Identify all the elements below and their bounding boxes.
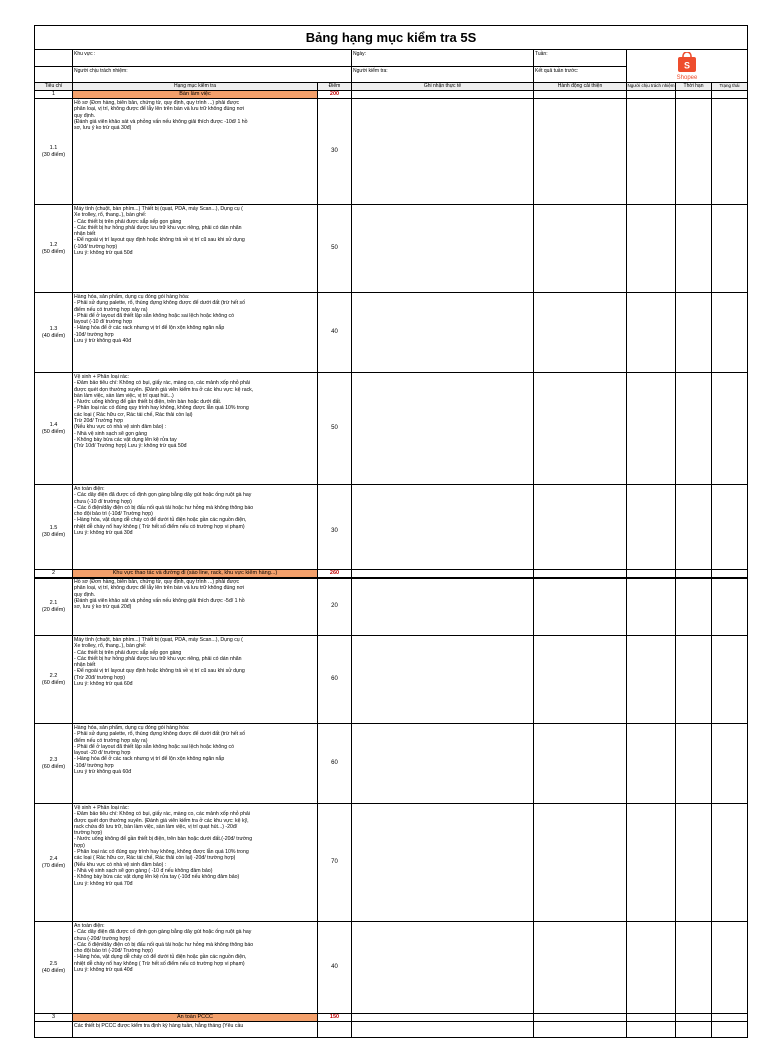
- col-item: Hạng mục kiểm tra: [73, 83, 318, 91]
- item-description: [73, 922, 318, 1014]
- item-code: [35, 293, 73, 373]
- item-description-line: rack chứa đồ lưu trữ, bàn làm việc, sàn làm việc, vị trí quạt hút...) -20đ/: [74, 823, 238, 830]
- item-description-line: các loại ( Rác hữu cơ, Rác tái chế, Rác thải còn lại): [74, 411, 193, 418]
- empty-cell: [676, 91, 712, 99]
- item-description-line: chưa (-20đ/ trường hợp): [74, 935, 131, 942]
- item-description-line: An toàn điện:: [74, 923, 105, 929]
- item-description-line: - Đảm bảo tiêu chí: Không có bụi, giấy rác, màng co, các mảnh xốp nhỏ phải: [74, 811, 250, 818]
- item-code-number: 1.2: [49, 241, 58, 248]
- col-criteria: Tiêu chí: [35, 83, 73, 91]
- item-code: [35, 99, 73, 205]
- col-deadline: Thời hạn: [676, 83, 712, 91]
- empty-cell: [627, 91, 676, 99]
- item-description-line: hợp): [74, 842, 85, 849]
- item-code-points: (40 điểm): [41, 332, 66, 339]
- empty-cell: [352, 1014, 534, 1022]
- item-code-points: (30 điểm): [41, 531, 66, 538]
- item-description-line: nhận biết: [74, 231, 96, 238]
- item-description-line: - Các thiết bị trên phải được sắp xếp gọn gàng: [74, 218, 182, 225]
- item-description-line: Lưu ý trừ không quá 60đ: [74, 769, 132, 776]
- section-name: Khu vực thao tác và đường đi (sào line, rack, khu vực kiểm hàng...): [73, 570, 318, 578]
- item-description-line: - Để ngoài vị trí layout quy định hoặc không trả về vị trí cũ sau khi sử dụng: [74, 668, 245, 675]
- owner-input[interactable]: [627, 485, 676, 579]
- item-description-line: cho đội bảo trì (-20đ/ Trường hợp): [74, 948, 153, 955]
- item-description-line: Hồ sơ (Đơn hàng, biên bản, chứng từ, quy định, quy trình ...) phải được: [74, 100, 240, 106]
- status-input[interactable]: [712, 804, 748, 922]
- item-description-line: Vệ sinh + Phân loại rác:: [74, 805, 129, 811]
- section-name: Bàn làm việc: [73, 91, 318, 99]
- item-description: [73, 373, 318, 485]
- observation-input[interactable]: [352, 99, 534, 205]
- item-description-line: - Hàng hóa để ở các rack nhưng vị trí để lộn xộn không ngăn nắp: [74, 756, 225, 763]
- item-score: 70: [318, 804, 352, 922]
- col-owner: Người chịu trách nhiệm: [627, 83, 676, 91]
- item-description-line: Lưu ý: không trừ quá 30đ: [74, 530, 133, 537]
- item-description-line: - Phải để ở layout đã thiết lập sẵn không hoặc sai lệch hoặc không có: [74, 743, 234, 750]
- empty-cell: [534, 1014, 627, 1022]
- observation-input[interactable]: [352, 922, 534, 1014]
- item-score: 50: [318, 373, 352, 485]
- section-points: 150: [318, 1014, 352, 1022]
- item-description-line: - Hàng hóa, vật dụng dễ cháy có để dưới tủ điện hoặc gần các nguồn điện,: [74, 517, 247, 524]
- item-description-line: Xe trolley, rổ, thang..), bàn ghế:: [74, 643, 147, 650]
- checklist-sheet-1: [34, 25, 748, 579]
- status-input[interactable]: [712, 373, 748, 485]
- item-code-number: 1.1: [49, 144, 58, 151]
- item-description-line: sơ, lưu ý ko trừ quá 20đ): [74, 604, 132, 611]
- item-description: [73, 636, 318, 724]
- section-points: 260: [318, 570, 352, 578]
- item-description-line: (Trừ 20đ/ trường hợp): [74, 674, 126, 681]
- deadline-input[interactable]: [676, 724, 712, 804]
- item-description: [73, 205, 318, 293]
- status-input[interactable]: [712, 293, 748, 373]
- item-row: [35, 636, 748, 724]
- item-description-line: - Các ổ điện/dây điện có bị đấu nối quá tải hoặc hư hỏng mà không thông báo: [74, 941, 254, 948]
- action-input[interactable]: [534, 293, 627, 373]
- deadline-input[interactable]: [676, 99, 712, 205]
- item-code-number: 1.3: [49, 325, 58, 332]
- item-description-line: Hàng hóa, sản phẩm, dụng cụ đóng gói hàng hóa:: [74, 725, 190, 731]
- col-observation: Ghi nhận thực tế: [352, 83, 534, 91]
- item-description-line: sơ, lưu ý ko trừ quá 30đ): [74, 125, 132, 132]
- owner-input[interactable]: [627, 636, 676, 724]
- section-points: 200: [318, 91, 352, 99]
- deadline-input[interactable]: [676, 922, 712, 1014]
- empty-cell: [534, 91, 627, 99]
- status-input[interactable]: [712, 485, 748, 579]
- item-description-line: - Các thiết bị hư hỏng phải được lưu trữ khu vực riêng, phải có dán nhãn: [74, 224, 242, 231]
- shopee-logo: [676, 52, 698, 82]
- empty-cell: [712, 91, 748, 99]
- status-input[interactable]: [712, 636, 748, 724]
- item-description-line: -10đ/ trường hợp: [74, 762, 114, 769]
- owner-input[interactable]: [627, 724, 676, 804]
- item-code: [35, 724, 73, 804]
- item-description-line: - Nhà vệ sinh sạch sẽ gọn gàng ( -10 đ nếu không đảm bảo): [74, 867, 213, 874]
- item-description-line: quy định.: [74, 112, 96, 119]
- item-code-number: 2.1: [49, 599, 58, 606]
- deadline-input[interactable]: [676, 485, 712, 579]
- item-description-line: - Các dây điện đã được cố định gọn gàng bằng dây gút hoặc ống ruột gà hay: [74, 929, 252, 936]
- empty-cell: [676, 1014, 712, 1022]
- item-description-line: nhiệt dễ cháy nổ hay không ( Trừ hết số điểm nếu có trường hợp vi phạm): [74, 960, 245, 967]
- empty-cell: [534, 570, 627, 578]
- responsible-field[interactable]: Người chịu trách nhiệm:: [73, 66, 352, 83]
- item-description-line: nhận biết: [74, 662, 96, 669]
- item-description-line: được quét dọn thường xuyên. (Đánh giá viên kiểm tra ở các khu vực: kệ kỹ,: [74, 817, 249, 824]
- action-input[interactable]: [534, 205, 627, 293]
- item-description: [73, 293, 318, 373]
- action-input[interactable]: [534, 804, 627, 922]
- item-description-line: - Không bày bừa các vật dụng lên kệ rửa tay (-10đ nếu không đảm bảo): [74, 874, 240, 881]
- item-description-line: - Các dây điện đã được cố định gọn gàng bằng dây gút hoặc ống ruột gà hay: [74, 492, 252, 499]
- item-description: [73, 804, 318, 922]
- item-description: [73, 578, 318, 636]
- item-description-line: được quét dọn thường xuyên. (Đánh giá viên kiểm tra ở các khu vực: kệ rack,: [74, 386, 254, 393]
- item-description-line: - Hàng hóa để ở các rack nhưng vị trí để lộn xộn không ngăn nắp: [74, 325, 225, 332]
- item-code: [35, 205, 73, 293]
- item-code-points: (50 điểm): [41, 248, 66, 255]
- item-description-line: (Đánh giá viên khảo sát và phỏng vấn nếu không giải thích được -10đ/ 1 hồ: [74, 118, 248, 125]
- item-score: 30: [318, 99, 352, 205]
- logo-text: Shopee: [676, 75, 698, 81]
- item-description-line: layout -20 đ/ trường hợp: [74, 750, 131, 757]
- deadline-input[interactable]: [676, 636, 712, 724]
- item-description-line: - Nước uống không để gần thiết bị điện, trên bàn hoặc dưới đất.: [74, 399, 222, 406]
- item-code-points: (60 điểm): [41, 679, 66, 686]
- item-description-line: - Phải sử dụng palette, rổ, thùng đựng không được để dưới đất (trừ hết số: [74, 731, 245, 738]
- empty-cell: [712, 570, 748, 578]
- item-score: 60: [318, 636, 352, 724]
- item-description-line: nhiệt dễ cháy nổ hay không ( Trừ hết số điểm nếu có trường hợp vi phạm): [74, 523, 245, 530]
- item-description-line: quy định.: [74, 591, 96, 598]
- column-header-row: [35, 83, 748, 91]
- item-row: [35, 485, 748, 579]
- item-description-line: - Nhà vệ sinh sạch sẽ gọn gàng: [74, 430, 147, 437]
- deadline-input[interactable]: [676, 293, 712, 373]
- item-score: 40: [318, 293, 352, 373]
- item-description-line: (-10đ/ trường hợp): [74, 243, 118, 250]
- item-description: [73, 724, 318, 804]
- item-description-line: Các thiết bị PCCC được kiểm tra định kỳ hàng tuần, hằng tháng (Yêu cầu: [74, 1023, 244, 1029]
- page-title: Bảng hạng mục kiểm tra 5S: [35, 26, 748, 50]
- empty-cell: [627, 1014, 676, 1022]
- item-description-line: - Để ngoài vị trí layout quy định hoặc không trả về vị trí cũ sau khi sử dụng: [74, 237, 245, 244]
- item-description-line: Lưu ý: không trừ quá 70đ: [74, 880, 133, 887]
- checklist-sheet-2: [34, 569, 748, 1038]
- item-code: [35, 578, 73, 636]
- observation-input[interactable]: [352, 485, 534, 579]
- observation-input[interactable]: [352, 724, 534, 804]
- item-code-number: 2.5: [49, 960, 58, 967]
- item-score: 20: [318, 578, 352, 636]
- item-description-line: - Các thiết bị trên phải được sắp xếp gọn gàng: [74, 649, 182, 656]
- status-input[interactable]: [712, 578, 748, 636]
- status-input[interactable]: [712, 205, 748, 293]
- date-field[interactable]: Ngày:: [352, 50, 534, 67]
- item-description-line: Lưu ý: không trừ quá 50đ: [74, 250, 133, 257]
- action-input[interactable]: [534, 922, 627, 1014]
- item-description-line: - Hàng hóa, vật dụng dễ cháy có để dưới tủ điện hoặc gần các nguồn điện,: [74, 954, 247, 961]
- item-description-line: Lưu ý trừ không quá 40đ: [74, 338, 132, 345]
- item-description-line: - Phải sử dụng palette, rổ, thùng đựng không được để dưới đất (trừ hết số: [74, 300, 245, 307]
- item-description: [73, 485, 318, 579]
- item-description-line: Vệ sinh + Phân loại rác:: [74, 374, 129, 380]
- action-input[interactable]: [534, 578, 627, 636]
- item-code-number: 2.2: [49, 672, 58, 679]
- item-score: 30: [318, 485, 352, 579]
- item-code: [35, 922, 73, 1014]
- observation-input[interactable]: [352, 804, 534, 922]
- col-status: Trạng thái: [712, 83, 748, 91]
- item-row: [35, 724, 748, 804]
- observation-input[interactable]: [352, 205, 534, 293]
- item-description-line: Trừ 20đ/ Trường hợp: [74, 418, 124, 425]
- section-row: [35, 1014, 748, 1022]
- section-number: 1: [35, 91, 73, 99]
- item-description-line: bàn làm việc, sàn làm việc, vị trí quạt hút...): [74, 392, 174, 399]
- item-description-line: điểm nếu có trường hợp xảy ra): [74, 306, 148, 313]
- status-input[interactable]: [712, 99, 748, 205]
- item-code-points: (20 điểm): [41, 606, 66, 613]
- item-code-points: (30 điểm): [41, 151, 66, 158]
- item-description-line: - Đảm bảo tiêu chí: Không có bụi, giấy rác, màng co, các mảnh xốp nhỏ phải: [74, 380, 250, 387]
- item-description-line: - Nước uống không để gần thiết bị điện, trên bàn hoặc dưới đất.(-20đ/ trường: [74, 836, 253, 843]
- empty-cell: [676, 570, 712, 578]
- action-input[interactable]: [534, 724, 627, 804]
- item-code-number: 1.4: [49, 421, 58, 428]
- item-code-number: 2.4: [49, 855, 58, 862]
- observation-input[interactable]: [352, 578, 534, 636]
- item-description-line: cho đội bảo trì (-10đ/ Trường hợp): [74, 511, 153, 518]
- item-description: [73, 99, 318, 205]
- area-field[interactable]: Khu vực :: [73, 50, 352, 67]
- empty-cell: [352, 570, 534, 578]
- item-description-line: - Phải để ở layout đã thiết lập sẵn không hoặc sai lệch hoặc không có: [74, 312, 234, 319]
- item-row: [35, 804, 748, 922]
- item-description-line: - Các ổ điện/dây điện có bị đấu nối quá tải hoặc hư hỏng mà không thông báo: [74, 504, 254, 511]
- logo-cell: [627, 50, 748, 83]
- empty-cell: [627, 570, 676, 578]
- item-code: [35, 485, 73, 579]
- item-row: [35, 373, 748, 485]
- item-code-number: 1.5: [49, 524, 58, 531]
- owner-input[interactable]: [627, 922, 676, 1014]
- item-description-line: - Các thiết bị hư hỏng phải được lưu trữ khu vực riêng, phải có dán nhãn: [74, 655, 242, 662]
- item-description-line: điểm nếu có trường hợp xảy ra): [74, 737, 148, 744]
- item-description-line: - Phân loại rác có đúng quy trình hay không, không được lẫn quá 10% trong: [74, 849, 249, 856]
- item-code: [35, 636, 73, 724]
- item-row: [35, 99, 748, 205]
- owner-input[interactable]: [627, 373, 676, 485]
- action-input[interactable]: [534, 485, 627, 579]
- action-input[interactable]: [534, 636, 627, 724]
- item-code-points: (70 điểm): [41, 862, 66, 869]
- item-score: 60: [318, 724, 352, 804]
- item-description-line: Máy tính (chuột, bàn phím...) Thiết bị (quạt, PDA, máy Scan...), Dụng cụ (: [74, 637, 243, 643]
- item-description-line: Hàng hóa, sản phẩm, dụng cụ đóng gói hàng hóa:: [74, 294, 190, 300]
- item-description-line: Máy tính (chuột, bàn phím...) Thiết bị (quạt, PDA, máy Scan...), Dụng cụ (: [74, 206, 243, 212]
- item-code-points: (60 điểm): [41, 763, 66, 770]
- item-code: [35, 373, 73, 485]
- section-number: 2: [35, 570, 73, 578]
- shopping-bag-icon: [676, 52, 698, 72]
- owner-input[interactable]: [627, 293, 676, 373]
- last-week-result-field[interactable]: Kết quả tuần trước:: [534, 66, 627, 83]
- owner-input[interactable]: [627, 205, 676, 293]
- item-description-line: Hồ sơ (Đơn hàng, biên bản, chứng từ, quy định, quy trình ...) phải được: [74, 579, 240, 585]
- deadline-input[interactable]: [676, 578, 712, 636]
- item-code-points: (40 điểm): [41, 967, 66, 974]
- item-description-line: (Nếu khu vực có nhà vệ sinh đảm bảo) :: [74, 861, 167, 868]
- action-input[interactable]: [534, 99, 627, 205]
- section-name: An toàn PCCC: [73, 1014, 318, 1022]
- item-code-number: 2.3: [49, 756, 58, 763]
- col-score: Điểm: [318, 83, 352, 91]
- col-action: Hành động cải thiện: [534, 83, 627, 91]
- item-description-line: trường hợp): [74, 830, 103, 837]
- item-description-line: - Không bày bừa các vật dụng lên kệ rửa tay: [74, 436, 177, 443]
- svg-text:S: S: [683, 60, 691, 71]
- item-description-line: An toàn điện:: [74, 486, 105, 492]
- observation-input[interactable]: [352, 636, 534, 724]
- item-row: [35, 205, 748, 293]
- item-row: [35, 578, 748, 636]
- deadline-input[interactable]: [676, 205, 712, 293]
- item-code-points: (50 điểm): [41, 428, 66, 435]
- action-input[interactable]: [534, 373, 627, 485]
- item-description-line: Lưu ý: không trừ quá 60đ: [74, 681, 133, 688]
- week-field[interactable]: Tuần:: [534, 50, 627, 67]
- item-description-line: -10đ/ trường hợp: [74, 331, 114, 338]
- item-description-line: Xe trolley, rổ, thang..), bàn ghế:: [74, 212, 147, 219]
- item-description-line: (Đánh giá viên khảo sát và phỏng vấn nếu không giải thích được -5đ/ 1 hồ: [74, 597, 245, 604]
- status-input[interactable]: [712, 724, 748, 804]
- empty-cell: [352, 91, 534, 99]
- deadline-input[interactable]: [676, 373, 712, 485]
- observation-input[interactable]: [352, 293, 534, 373]
- owner-input[interactable]: [627, 99, 676, 205]
- item-description-line: layout (-10 đ/ trường hợp: [74, 319, 133, 326]
- empty-cell: [712, 1014, 748, 1022]
- section-row: [35, 570, 748, 578]
- item-description-line: (Trừ 10đ/ Trường hợp) Lưu ý: không trừ quá 50đ: [74, 443, 187, 450]
- item-row: [35, 922, 748, 1014]
- owner-input[interactable]: [627, 804, 676, 922]
- deadline-input[interactable]: [676, 804, 712, 922]
- item-description-line: chưa (-10 đ/ trường hợp): [74, 498, 132, 505]
- status-input[interactable]: [712, 922, 748, 1014]
- observation-input[interactable]: [352, 373, 534, 485]
- item-code: [35, 804, 73, 922]
- section-number: 3: [35, 1014, 73, 1022]
- item-description-line: (Nếu khu vực có nhà vệ sinh đảm bảo) :: [74, 424, 167, 431]
- item-description-line: - Phân loại rác có đúng quy trình hay không, không được lẫn quá 10% trong: [74, 405, 249, 412]
- item-score: 40: [318, 922, 352, 1014]
- owner-input[interactable]: [627, 578, 676, 636]
- item-description-line: các loại ( Rác hữu cơ, Rác tái chế, Rác thải còn lại) -20đ/ trường hợp): [74, 855, 236, 862]
- item-description-line: phân loại, vị trí, không được để lẫy lên trên bàn và lưu trữ không đúng nơi: [74, 106, 245, 113]
- item-row: [35, 293, 748, 373]
- item-score: 50: [318, 205, 352, 293]
- section-row: [35, 91, 748, 99]
- item-description-line: phân loại, vị trí, không được để lẫy lên trên bàn và lưu trữ không đúng nơi: [74, 585, 245, 592]
- item-description-line: Lưu ý: không trừ quá 40đ: [74, 967, 133, 974]
- inspector-field[interactable]: Người kiểm tra:: [352, 66, 534, 83]
